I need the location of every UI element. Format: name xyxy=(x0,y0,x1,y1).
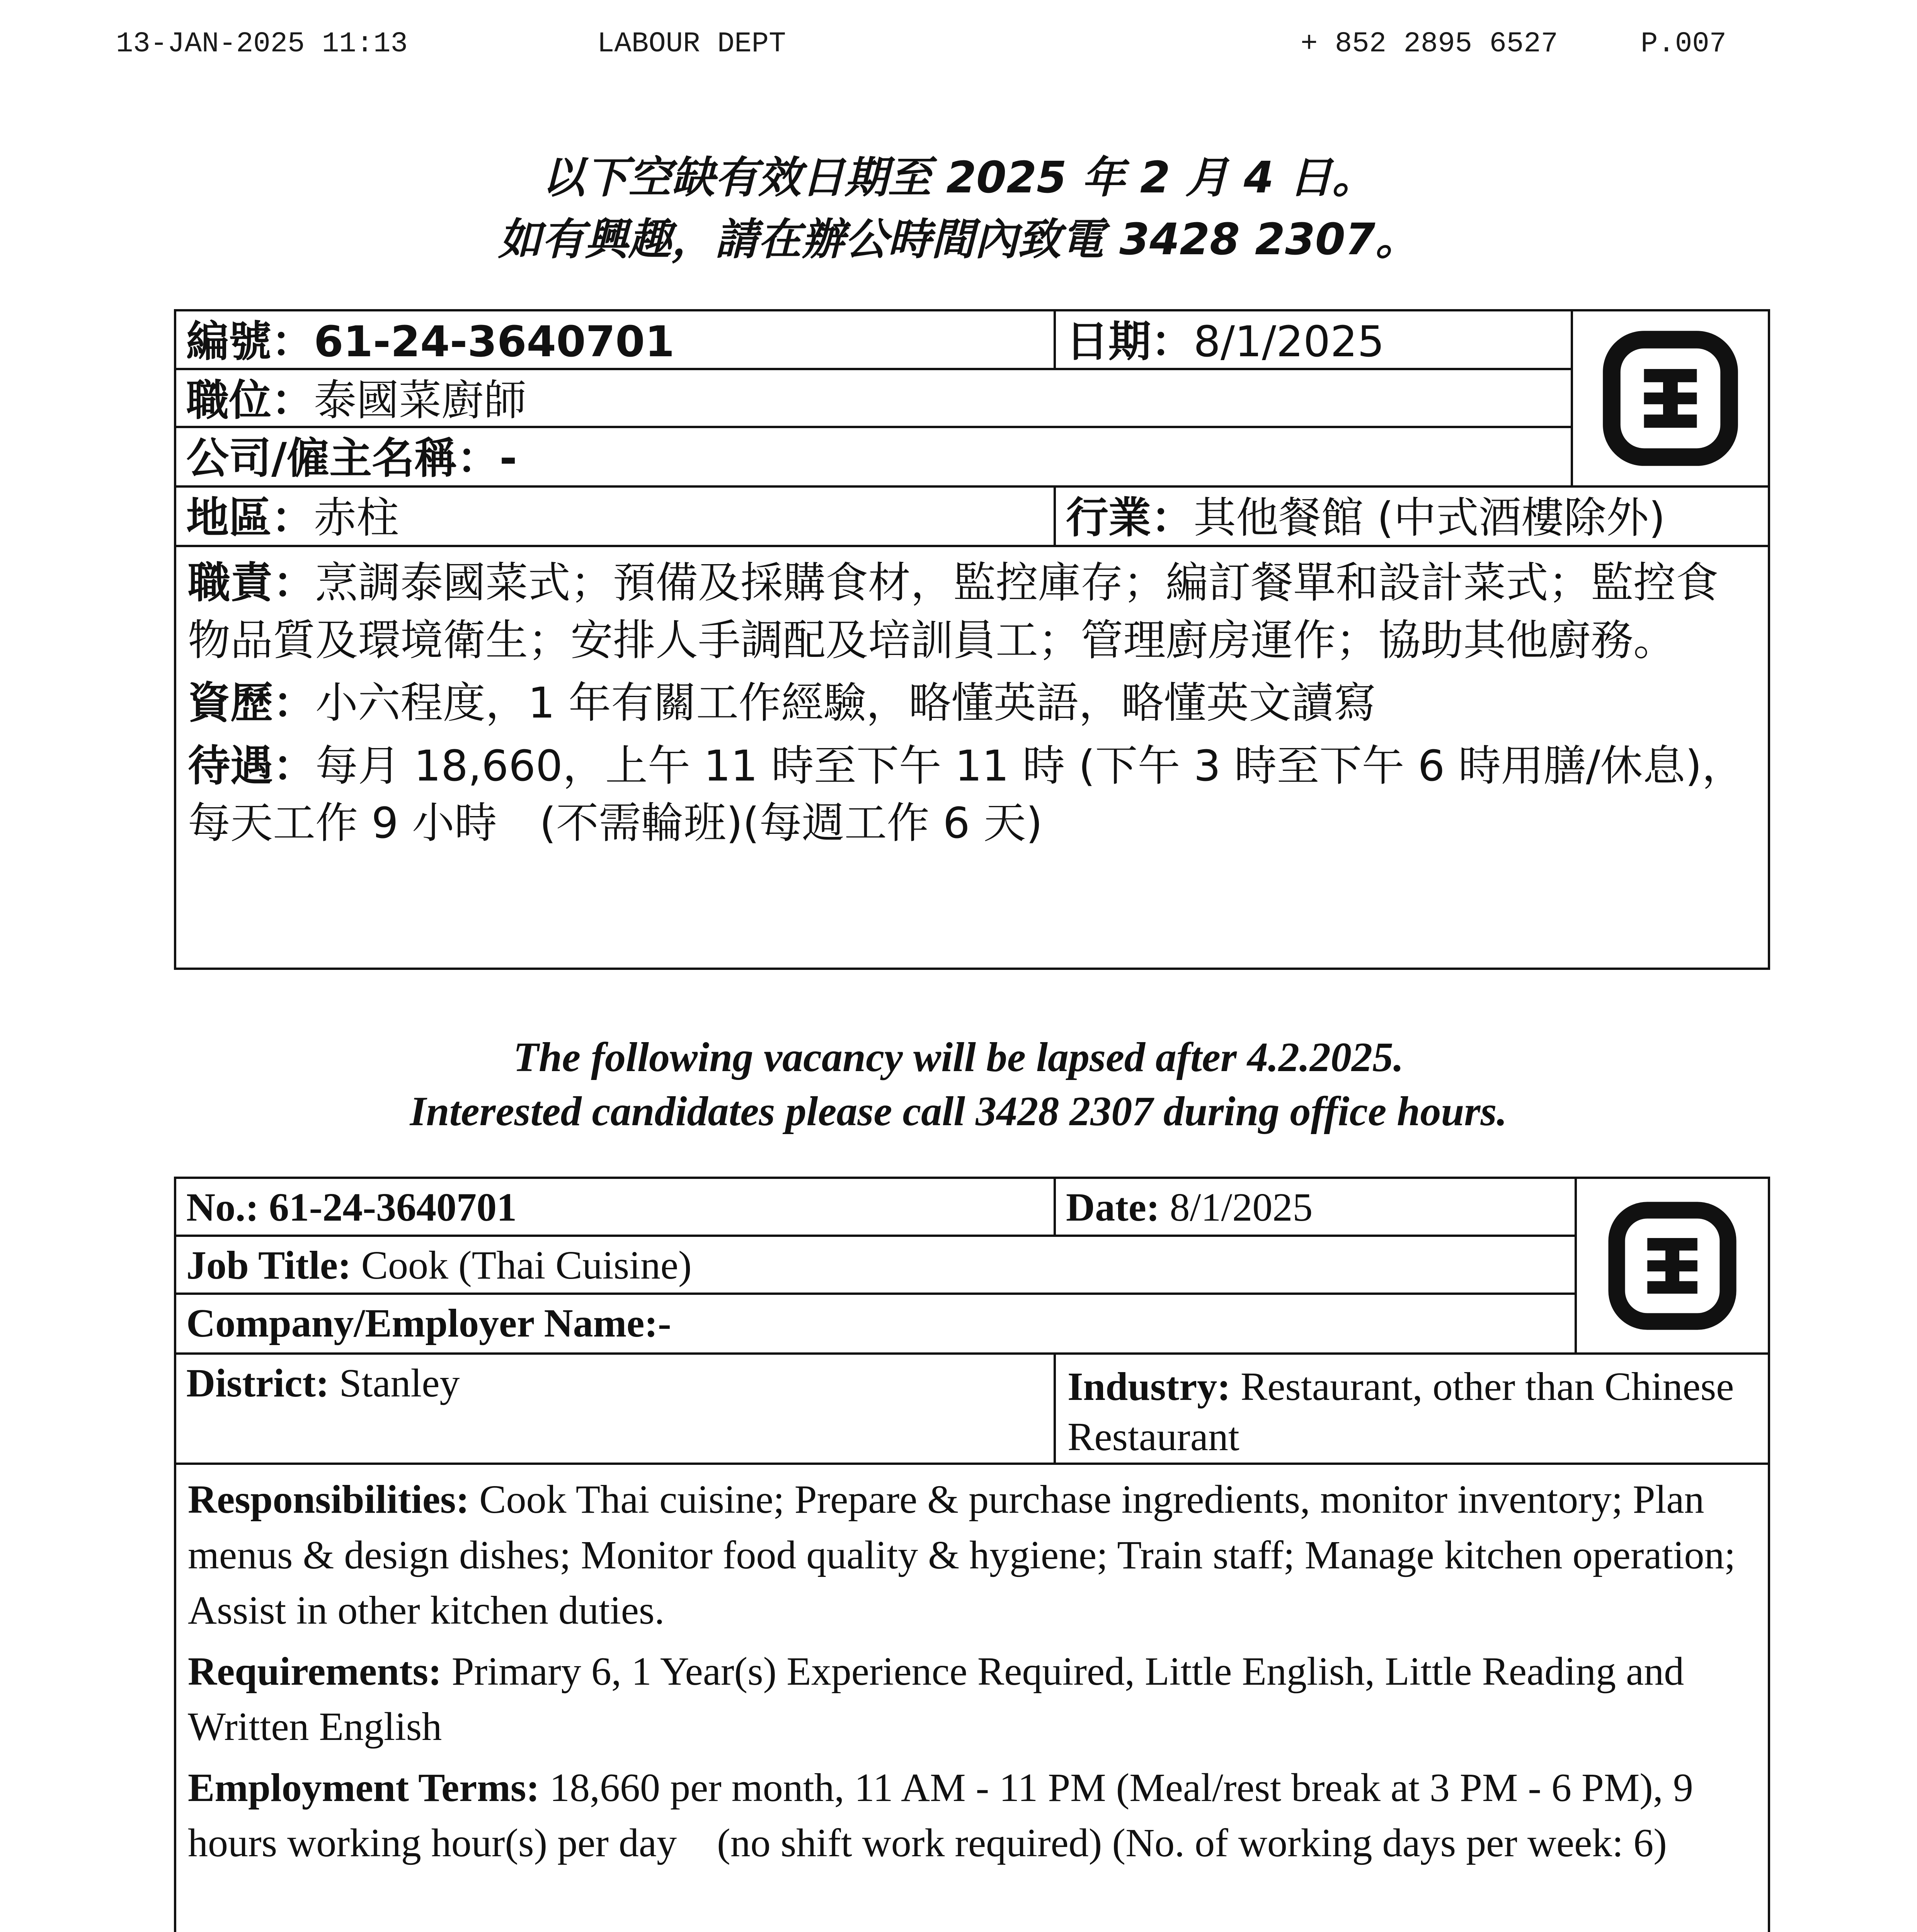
industry-label-en: Industry: xyxy=(1067,1364,1231,1409)
date-value-en: 8/1/2025 xyxy=(1170,1185,1313,1230)
district-label: 地區： xyxy=(186,493,314,543)
district-label-en: District: xyxy=(186,1361,329,1405)
terms-paragraph xyxy=(188,737,1756,852)
job-number-label: 編號： xyxy=(186,317,314,366)
industry-value: 其他餐館 (中式酒樓除外) xyxy=(1193,493,1665,543)
industry-cell xyxy=(1054,488,1770,547)
date-cell-en xyxy=(1054,1179,1577,1237)
job-title-label: 職位： xyxy=(186,376,314,425)
company-value: - xyxy=(499,434,517,483)
labour-department-logo-icon xyxy=(1597,325,1744,472)
district-cell-en xyxy=(176,1355,1054,1465)
job-number-cell-en xyxy=(176,1179,1054,1237)
terms-label: 待遇： xyxy=(188,741,315,791)
vacancy-card-zh xyxy=(174,309,1770,970)
industry-label: 行業： xyxy=(1066,493,1193,543)
vacancy-card-en xyxy=(174,1177,1770,1932)
job-number-value-en: 61-24-3640701 xyxy=(269,1185,517,1230)
job-number-cell xyxy=(176,311,1054,370)
requirements-value-en: Primary 6, 1 Year(s) Experience Required, Little English, Little Reading and Written English xyxy=(188,1649,1684,1749)
terms-paragraph-en xyxy=(188,1760,1756,1871)
notice-en-line1: The following vacancy will be lapsed after 4.2.2025. xyxy=(513,1034,1404,1080)
date-label: 日期： xyxy=(1066,317,1193,366)
date-cell xyxy=(1054,311,1573,370)
labour-department-logo-en xyxy=(1575,1179,1768,1355)
district-cell xyxy=(176,488,1054,547)
terms-value: 每月 18,660，上午 11 時至下午 11 時 (下午 3 時至下午 6 時用膳/休息)，每天工作 9 小時 (不需輪班)(每週工作 6 天) xyxy=(188,741,1745,848)
responsibilities-label: 職責： xyxy=(188,558,315,607)
district-value-en: Stanley xyxy=(339,1361,460,1405)
notice-zh-line2: 如有興趣，請在辦公時間內致電 3428 2307。 xyxy=(498,214,1419,265)
fax-department: LABOUR DEPT xyxy=(597,28,786,60)
company-cell-en xyxy=(176,1295,1577,1355)
company-label: 公司/僱主名稱： xyxy=(186,434,500,483)
responsibilities-paragraph-en xyxy=(188,1472,1756,1638)
industry-cell-en xyxy=(1054,1355,1768,1465)
terms-label-en: Employment Terms: xyxy=(188,1765,540,1810)
job-title-value: 泰國菜廚師 xyxy=(314,376,526,425)
requirements-paragraph xyxy=(188,674,1756,732)
details-cell-en xyxy=(176,1465,1768,1932)
labour-department-logo-icon xyxy=(1603,1196,1742,1335)
job-number-value: 61-24-3640701 xyxy=(314,317,675,366)
fax-phone: + 852 2895 6527 xyxy=(1301,28,1558,60)
date-label-en: Date: xyxy=(1066,1185,1160,1230)
notice-en-line2: Interested candidates please call 3428 2307 during office hours. xyxy=(410,1088,1507,1134)
requirements-value: 小六程度，1 年有關工作經驗，略懂英語，略懂英文讀寫 xyxy=(315,678,1376,728)
responsibilities-paragraph xyxy=(188,554,1756,669)
labour-department-logo xyxy=(1571,311,1768,488)
job-title-value-en: Cook (Thai Cuisine) xyxy=(361,1243,692,1287)
company-label-en: Company/Employer Name: xyxy=(186,1301,658,1345)
industry-value-en: Restaurant, other than Chinese Restaurant xyxy=(1067,1364,1734,1459)
company-value-en: - xyxy=(658,1301,671,1345)
requirements-paragraph-en xyxy=(188,1644,1756,1755)
job-number-label-en: No.: xyxy=(186,1185,259,1230)
terms-value-en: 18,660 per month, 11 AM - 11 PM (Meal/rest break at 3 PM - 6 PM), 9 hours working hour(s) per day (no shift work required) (No. of working days per week: 6) xyxy=(188,1765,1693,1866)
fax-page: P.007 xyxy=(1641,28,1727,60)
company-cell xyxy=(176,428,1573,488)
requirements-label-en: Requirements: xyxy=(188,1649,442,1694)
fax-header xyxy=(0,28,1917,70)
fax-datetime: 13-JAN-2025 11:13 xyxy=(116,28,408,60)
requirements-label: 資歷： xyxy=(188,678,315,728)
date-value: 8/1/2025 xyxy=(1193,317,1385,366)
responsibilities-label-en: Responsibilities: xyxy=(188,1477,470,1522)
responsibilities-value: 烹調泰國菜式；預備及採購食材，監控庫存；編訂餐單和設計菜式；監控食物品質及環境衛生；安排人手調配及培訓員工；管理廚房運作；協助其他廚務。 xyxy=(188,558,1718,665)
details-cell xyxy=(176,547,1768,968)
district-value: 赤柱 xyxy=(314,493,399,543)
notice-zh-line1: 以下空缺有效日期至 2025 年 2 月 4 日。 xyxy=(541,153,1376,203)
responsibilities-value-en: Cook Thai cuisine; Prepare & purchase ingredients, monitor inventory; Plan menus & design dishes; Monitor food quality & hygiene; Train staff; Manage kitchen operation; Assist in other kitchen duties. xyxy=(188,1477,1736,1633)
job-title-cell-en xyxy=(176,1237,1577,1295)
job-title-label-en: Job Title: xyxy=(186,1243,351,1287)
job-title-cell xyxy=(176,370,1573,428)
